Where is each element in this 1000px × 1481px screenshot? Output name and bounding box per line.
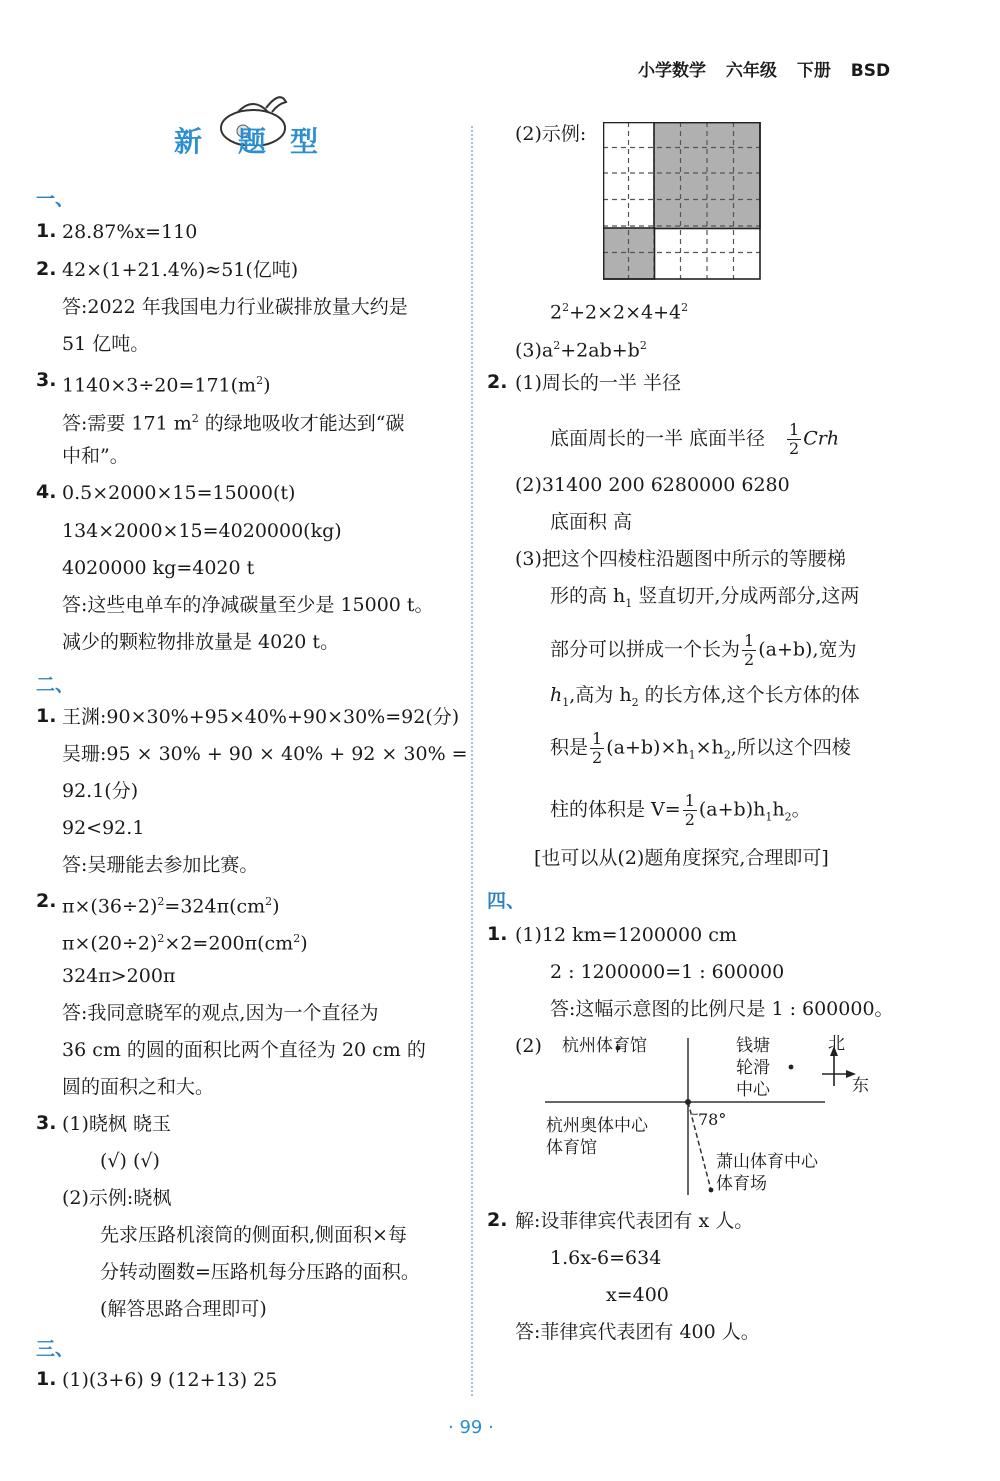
s2q2-line-1: $\pi\times(36\div 2)^2=324\pi(cm^2)$ [62,895,280,918]
s2q3-line-5: 分转动圈数=压路机每分压路的面积。 [100,1261,420,1283]
title-char-1: 新 [174,125,205,158]
q4-line-2: 134×2000×15=4020000(kg) [62,520,342,542]
map-north: 北 [828,1034,845,1054]
page-number: · 99 · [448,1417,494,1438]
q3-line-2: 答:需要 171 $m^2$ 的绿地吸收才能达到“碳 [62,412,405,435]
s4q2-number: 2. [487,1209,508,1231]
map-diagram [540,1030,880,1200]
map-hangzhou-stadium: 杭州体育馆 [562,1036,647,1056]
q2-line-3: 51 亿吨。 [62,333,150,355]
s2q1-line-4: 92<92.1 [62,817,145,839]
s3q1-number: 1. [36,1368,57,1390]
ex2-formula: $2^2+2\times 2\times 4+4^2$ [550,301,689,324]
s2q3-line-2: (√) (√) [100,1150,160,1172]
column-divider [471,126,473,1396]
s3q1-line-1: (1)(3+6) 9 (12+13) 25 [62,1369,278,1391]
s4q1-part-2: (2) [515,1035,542,1057]
s2q2-number: 2. [36,890,57,912]
title-char-2: 题 [238,125,269,158]
s2q1-line-1: 王渊:90×30%+95×40%+90×30%=92(分) [62,706,460,728]
section-2-heading: 二、 [36,674,75,696]
map-qiantang-3: 中心 [736,1080,770,1100]
s4q1-number: 1. [487,923,508,945]
r-q2-line-8: $h_1$,高为 $h_2$ 的长方体,这个长方体的体 [550,684,860,709]
s4q2-line-3: x=400 [606,1284,669,1306]
header-subject: 小学数学 [638,61,706,81]
q2-number: 2. [36,258,57,280]
s2q3-line-3: (2)示例:晓枫 [62,1187,172,1209]
s4q1-line-2: 2 : 1200000=1 : 600000 [550,961,785,983]
q1-line-1: 28.87%x=110 [62,221,198,243]
r-q2-number: 2. [487,371,508,393]
map-east: 东 [852,1076,869,1096]
s2q1-line-5: 答:吴珊能去参加比赛。 [62,854,259,876]
q4-number: 4. [36,481,57,503]
s2q3-line-4: 先求压路机滚筒的侧面积,侧面积×每 [100,1224,407,1246]
header-grade: 六年级 [725,61,777,81]
q4-line-4: 答:这些电单车的净减碳量至少是 15000 t。 [62,594,434,616]
s2q2-line-5: 36 cm 的圆的面积比两个直径为 20 cm 的 [62,1039,426,1061]
fraction-half: $\frac{1}{2}$ [789,420,800,458]
map-qiantang-2: 轮滑 [736,1058,770,1078]
map-olympic-1: 杭州奥体中心 [546,1116,648,1136]
r-q2-line-6: 形的高 $h_1$ 竖直切开,分成两部分,这两 [550,585,860,610]
section-4-heading: 四、 [487,890,526,912]
r-q2-line-5: (3)把这个四棱柱沿题图中所示的等腰梯 [515,548,846,570]
q2-line-2: 答:2022 年我国电力行业碳排放量大约是 [62,296,408,318]
r-q2-line-3: (2)31400 200 6280000 6280 [515,474,790,496]
r-q2-line-10: 柱的体积是 V= $\frac{1}{2}$ $(a+b)h_1h_2$。 [550,791,811,829]
s4q2-line-4: 答:菲律宾代表团有 400 人。 [515,1321,760,1343]
s2q1-number: 1. [36,705,57,727]
map-olympic-2: 体育馆 [546,1138,597,1158]
s2q3-number: 3. [36,1112,57,1134]
s2q1-line-3: 92.1(分) [62,780,139,802]
ex2-label: (2)示例: [515,123,587,145]
ex3-formula: $(3)a^2+2ab+b^2$ [515,339,647,362]
q2-line-1: 42×(1+21.4%)≈51(亿吨) [62,259,299,281]
section-3-heading: 三、 [36,1338,75,1360]
q3-line-3: 中和”。 [62,445,129,467]
map-angle: 78° [698,1110,727,1129]
s2q2-line-6: 圆的面积之和大。 [62,1076,215,1098]
header-term: 下册 [796,61,831,81]
s4q1-line-1: (1)12 km=1200000 cm [515,924,737,946]
r-q2-line-9: 积是 $\frac{1}{2}$ $(a+b)\times h_1\times h_2$,所以这个四棱 [550,729,851,767]
r-q2-line-4: 底面积 高 [550,511,633,533]
s2q2-line-2: $\pi\times(20\div 2)^2\times 2=200\pi(cm^2)$ [62,932,308,955]
r-q2-line-7: 部分可以拼成一个长为 $\frac{1}{2}$ (a+b),宽为 [550,631,857,669]
s2q2-line-4: 答:我同意晓军的观点,因为一个直径为 [62,1002,379,1024]
map-xiaoshan-1: 萧山体育中心 [716,1152,818,1172]
q4-line-3: 4020000 kg=4020 t [62,557,255,579]
q1-number: 1. [36,220,57,242]
section-1-heading: 一、 [36,188,75,210]
s4q2-line-1: 解:设菲律宾代表团有 x 人。 [515,1210,754,1232]
header [638,56,890,81]
r-q2-line-1: (1)周长的一半 半径 [515,372,681,394]
s2q2-line-3: 324π>200π [62,965,176,987]
r-q2-line-11: [也可以从(2)题角度探究,合理即可] [534,847,829,869]
q3-line-1: $1140\times 3\div 20=171(m^2)$ [62,374,271,397]
section-title [168,108,338,158]
grid-diagram [603,122,763,282]
map-qiantang-1: 钱塘 [736,1036,770,1056]
s2q3-line-1: (1)晓枫 晓玉 [62,1113,171,1135]
s2q1-line-2: 吴珊:95 × 30% + 90 × 40% + 92 × 30% = [62,743,468,765]
title-char-3: 型 [290,125,321,158]
q4-line-1: 0.5×2000×15=15000(t) [62,482,296,504]
header-edition: BSD [850,61,891,81]
r-q2-line-2: 底面周长的一半 底面半径 $\frac{1}{2}$ Crh [550,420,840,458]
s2q3-line-6: (解答思路合理即可) [100,1298,267,1320]
q3-number: 3. [36,369,57,391]
s4q1-line-3: 答:这幅示意图的比例尺是 1 : 600000。 [550,998,894,1020]
q4-line-5: 减少的颗粒物排放量是 4020 t。 [62,631,340,653]
s4q2-line-2: 1.6x-6=634 [550,1247,662,1269]
map-xiaoshan-2: 体育场 [716,1174,767,1194]
grid-square-2x2 [603,228,654,279]
